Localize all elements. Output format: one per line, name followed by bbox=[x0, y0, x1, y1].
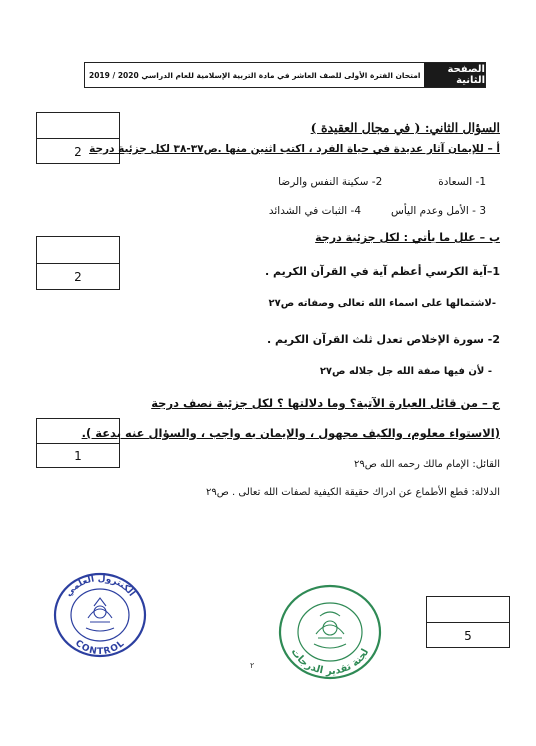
control-stamp-arabic: الكنترول العلمي bbox=[63, 573, 137, 599]
page-number: ٢ bbox=[250, 661, 255, 670]
part-c-meaning: الدلالة: قطع الأطماع عن ادراك حقيقة الكيفية لصفات الله تعالى . ص٢٩ bbox=[206, 487, 500, 498]
svg-text:الكنترول العلمي bbox=[64, 574, 137, 599]
part-b-answer-2: - لأن فيها صفة الله جل جلاله ص٢٧ bbox=[319, 366, 492, 377]
part-a-option-2: 2- سكينة النفس والرضا bbox=[278, 176, 383, 188]
part-a-options-row-2 bbox=[269, 205, 486, 217]
total-score: 5 bbox=[464, 628, 472, 643]
part-a-option-1: 1- السعادة bbox=[438, 176, 486, 188]
question-heading: السؤال الثاني: ( في مجال العقيدة ) bbox=[310, 120, 500, 135]
score-part-b: 2 bbox=[74, 270, 82, 284]
score-box-part-a bbox=[36, 112, 120, 164]
score-part-c: 1 bbox=[74, 449, 82, 463]
part-b-prompt: ب – علل ما يأتي : لكل جزئية درجة bbox=[315, 231, 500, 244]
part-a-option-3: 3 - الأمل وعدم اليأس bbox=[391, 205, 486, 217]
grading-stamp bbox=[276, 582, 384, 682]
exam-header bbox=[84, 62, 486, 88]
exam-title: امتحان الفترة الأولى للصف العاشر في مادة التربية الإسلامية للعام الدراسي 2020 / 2019 bbox=[89, 70, 421, 80]
page-label: الصفحة الثانية bbox=[424, 63, 485, 87]
part-a-option-4: 4- الثبات في الشدائد bbox=[268, 205, 362, 217]
part-a-prompt: أ – للإيمان آثار عديدة في حياة الفرد ، اكتب اثنين منها .ص٣٧-٣٨ لكل جزئية درجة bbox=[89, 143, 500, 155]
control-stamp-word: CONTROL bbox=[73, 638, 127, 658]
control-stamp bbox=[52, 570, 148, 660]
part-a-options-row-1 bbox=[278, 176, 486, 188]
score-part-a: 2 bbox=[74, 144, 82, 159]
grading-stamp-arabic: لجنة تقدير الدرجات bbox=[288, 646, 372, 678]
total-score-box bbox=[426, 596, 510, 648]
svg-text:لجنة تقدير الدرجات bbox=[289, 647, 372, 677]
part-c-quote: (الاستواء معلوم، والكيف مجهول ، والإيمان به واجب ، والسؤال عنه بدعة ). bbox=[81, 426, 500, 440]
part-c-prompt: ج – من قائل العبارة الآتية؟ وما دلالتها ؟ لكل جزئية نصف درجة bbox=[151, 396, 500, 410]
part-b-answer-1: -لاشتمالها على اسماء الله تعالى وصفاته ص٢٧ bbox=[268, 298, 496, 309]
part-b-item-2: 2- سورة الإخلاص تعدل ثلث القرآن الكريم . bbox=[266, 333, 500, 346]
part-c-sayer: القائل: الإمام مالك رحمه الله ص٢٩ bbox=[354, 459, 500, 470]
score-box-part-b bbox=[36, 236, 120, 290]
part-b-item-1: 1–آية الكرسي أعظم آية في القرآن الكريم . bbox=[264, 265, 500, 278]
